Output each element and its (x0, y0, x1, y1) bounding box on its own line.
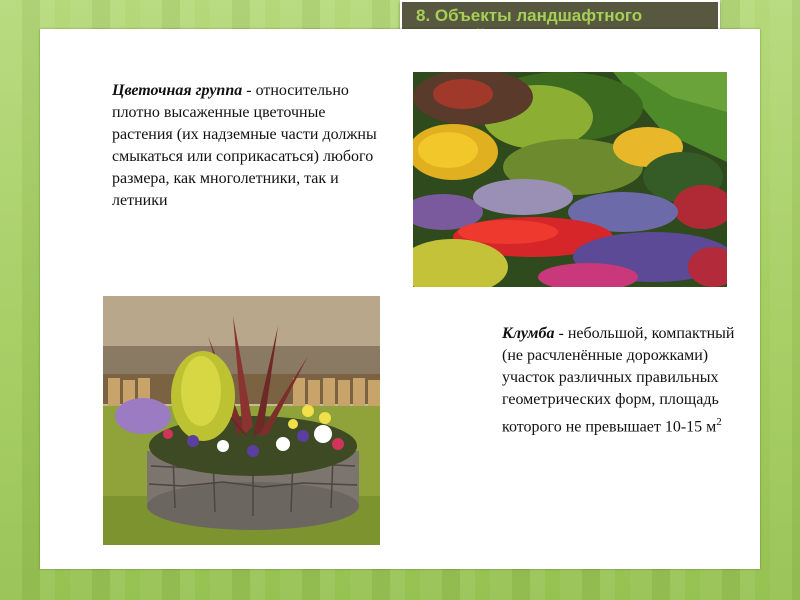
flower-group-term: Цветочная группа (112, 82, 243, 99)
stone-planter-photo (103, 296, 380, 545)
square-superscript: 2 (716, 416, 722, 428)
stone-planter-illustration (103, 296, 380, 545)
flowerbed-term: Клумба (502, 325, 555, 342)
flower-group-text: - относительно плотно высаженные цветочные растения (их надземные части должны смыкаться или соприкасаться) любого размера, как многолетники, так и летники (112, 82, 377, 209)
slide-title-line1: 8. Объекты ландшафтного (416, 6, 643, 25)
flower-group-definition (112, 80, 387, 212)
flowerbed-definition (502, 323, 747, 438)
flower-group-illustration (413, 72, 727, 287)
flower-group-photo (413, 72, 727, 287)
flowerbed-text: - небольшой, компактный (не расчленённые дорожками) участок различных правильных геометрических форм, площадь которого не превышает 10-15 м (502, 325, 735, 436)
